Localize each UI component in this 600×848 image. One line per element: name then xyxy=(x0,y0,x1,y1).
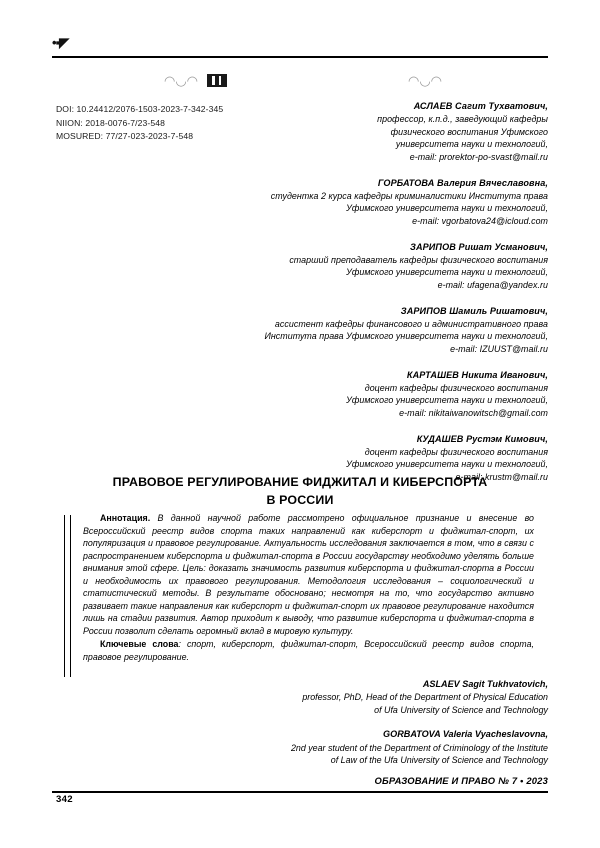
author-affiliation-line: профессор, к.п.д., заведующий кафедры xyxy=(377,114,548,125)
author-email: e-mail: IZUUST@mail.ru xyxy=(450,343,548,354)
author-affiliation-line: Уфимского университета науки и технологий, xyxy=(346,395,548,406)
ornament-right-icon: ◠◡◠ xyxy=(408,73,443,88)
abstract-paragraph xyxy=(83,512,534,637)
author-affiliation-line-en: 2nd year student of the Department of Criminology of the Institute xyxy=(290,742,548,753)
author-affiliation-line: университета науки и технологий, xyxy=(395,139,548,150)
author-affiliation-line: Уфимского университета науки и технологий, xyxy=(346,459,548,470)
niion-line: NIION: 2018-0076-7/23-548 xyxy=(56,117,166,128)
author-affiliation-line: Уфимского университета науки и технологий, xyxy=(346,267,548,278)
ornament-blob-icon xyxy=(207,74,227,87)
author-name: КАРТАШЕВ Никита Иванович, xyxy=(406,369,548,380)
author-affiliation-line: доцент кафедры физического воспитания xyxy=(364,446,548,457)
footer-divider xyxy=(52,791,548,793)
author-entry-en xyxy=(208,728,548,766)
author-email: e-mail: ufagena@yandex.ru xyxy=(437,279,548,290)
author-affiliation-line: студентка 2 курса кафедры криминалистики Института права xyxy=(270,190,548,201)
author-email: e-mail: prorektor-po-svast@mail.ru xyxy=(409,151,548,162)
author-list-en xyxy=(208,678,548,779)
author-affiliation-line-en: of Law of the Ufa University of Science and Technology xyxy=(330,755,548,766)
author-affiliation-line-en: professor, PhD, Head of the Department of Physical Education xyxy=(302,692,548,703)
ornament-left-icon: ◠◡◠ xyxy=(164,73,199,88)
article-title-line-2: В РОССИИ xyxy=(266,492,334,507)
author-affiliation-line: старший преподаватель кафедры физического воспитания xyxy=(289,254,548,265)
author-name: АСЛАЕВ Сагит Тухватович, xyxy=(413,101,548,111)
header-divider xyxy=(52,56,548,58)
abstract-label: Аннотация. xyxy=(100,513,151,523)
author-name: КУДАШЕВ Рустэм Кимович, xyxy=(416,433,548,444)
header-mark-icon: •▪◤ xyxy=(52,35,69,50)
keywords-text: : спорт, киберспорт, фиджитал-спорт, Всероссийский реестр видов спорта, правовое регулирование. xyxy=(83,638,534,662)
abstract-left-rule xyxy=(64,515,71,677)
author-affiliation-line: доцент кафедры физического воспитания xyxy=(364,382,548,393)
keywords-label: Ключевые слова xyxy=(100,638,179,649)
author-name: ЗАРИПОВ Ришат Усманович, xyxy=(410,241,548,252)
author-name-en: ASLAEV Sagit Tukhvatovich, xyxy=(422,679,548,689)
author-affiliation-line: ассистент кафедры финансового и административного права xyxy=(274,318,548,329)
abstract-text: В данной научной работе рассмотрено официальное признание и внесение во Всероссийский реестр видов спорта таких направлений как киберспорт и фиджитал-спорт, их популяризация и правовое регулирование. Актуальность исследования заключается в том, что в связи с распространением киберспорта и фиджитал-спорта в России государству необходимо уделять больше внимания этой сфере. Цель: доказать значимость развития киберспорта и фиджитал-спорта в России и необходимость их правового регулирования. Методология исследования – социологический и статистический методы. В результате обосновано; несмотря на то, что государство активно развивает такие направления как киберспорт и фиджитал-спорт их правовое регулирование находится лишь на стадии развития. Автор приходит к выводу, что развитие киберспорта и фиджитал-спорта в России позволит сделать огромный вклад в мировую культуру. xyxy=(83,513,534,636)
mosured-line: MOSURED: 77/27-023-2023-7-548 xyxy=(56,131,194,142)
ornament-row xyxy=(52,68,548,94)
author-affiliation-line-en: of Ufa University of Science and Technology xyxy=(374,704,548,715)
abstract-body xyxy=(83,512,534,663)
author-entry xyxy=(218,177,548,228)
page-number: 342 xyxy=(56,794,73,805)
author-entry xyxy=(218,100,548,164)
author-name: ЗАРИПОВ Шамиль Ришатович, xyxy=(400,305,548,316)
author-entry xyxy=(218,241,548,292)
journal-title-footer: ОБРАЗОВАНИЕ И ПРАВО № 7 • 2023 xyxy=(374,775,548,786)
author-email: e-mail: nikitaiwanowitsch@gmail.com xyxy=(399,407,548,418)
author-name: ГОРБАТОВА Валерия Вячеславовна, xyxy=(377,177,548,188)
author-affiliation-line: физического воспитания Уфимского xyxy=(390,126,548,137)
abstract-section xyxy=(64,512,534,663)
author-email: e-mail: krustm@mail.ru xyxy=(455,471,548,482)
author-email: e-mail: vgorbatova24@icloud.com xyxy=(412,215,548,226)
author-list-ru xyxy=(218,100,548,497)
author-entry xyxy=(218,305,548,356)
author-entry xyxy=(218,369,548,420)
identifier-block xyxy=(56,103,223,144)
author-name-en: GORBATOVA Valeria Vyacheslavovna, xyxy=(383,729,548,740)
author-affiliation-line: Уфимского университета науки и технологий, xyxy=(346,203,548,214)
author-affiliation-line: Института права Уфимского университета науки и технологий, xyxy=(264,331,548,342)
doi-line: DOI: 10.24412/2076-1503-2023-7-342-345 xyxy=(56,104,224,114)
author-entry-en xyxy=(208,678,548,716)
keywords-paragraph xyxy=(83,638,534,663)
article-title-line-1: ПРАВОВОЕ РЕГУЛИРОВАНИЕ ФИДЖИТАЛ И КИБЕРСПОРТА xyxy=(112,475,488,489)
article-title xyxy=(66,474,534,509)
